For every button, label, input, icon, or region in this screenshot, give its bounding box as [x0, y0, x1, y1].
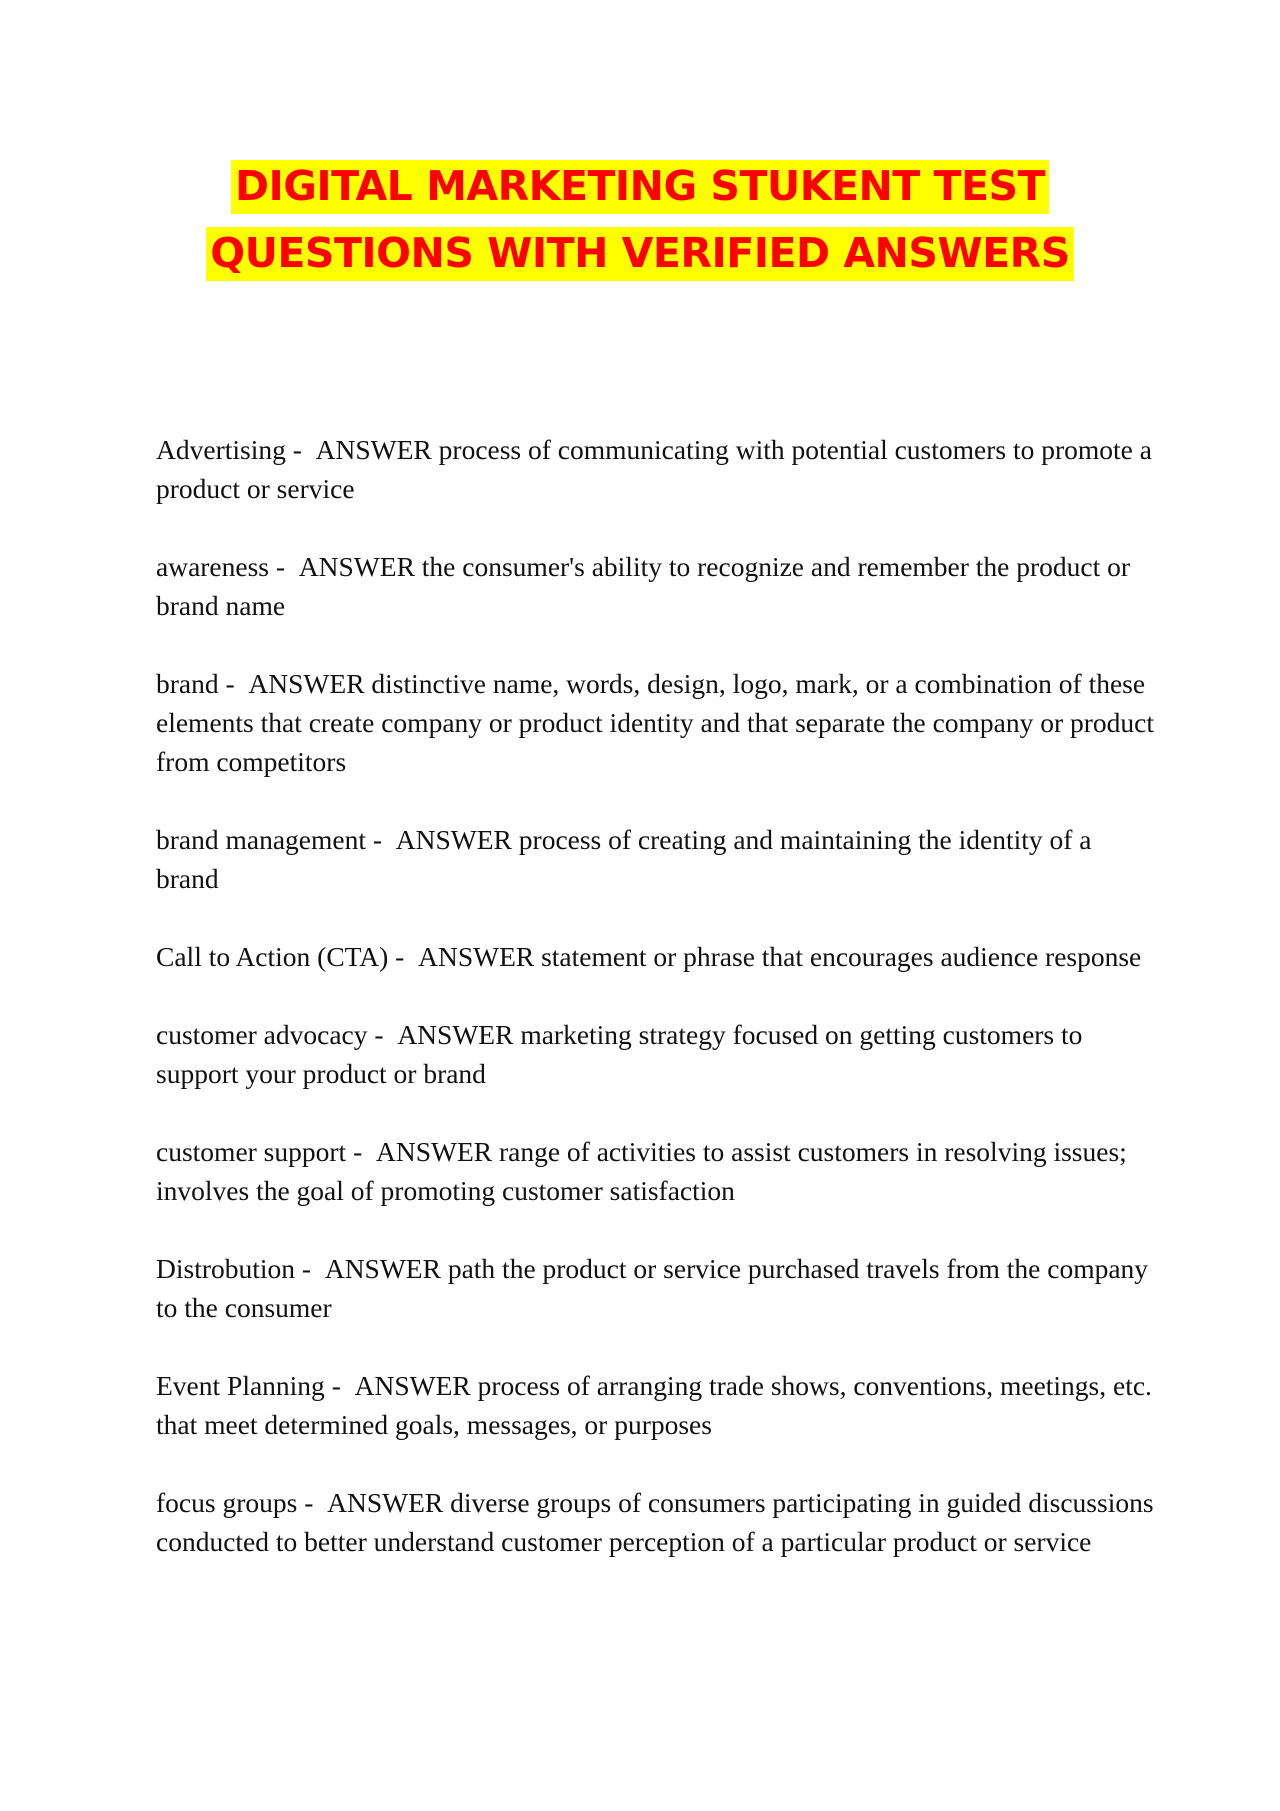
title-line-1: DIGITAL MARKETING STUKENT TEST	[0, 153, 1280, 220]
glossary-entry-event-planning	[156, 1366, 1156, 1444]
entry-definition: process of communicating with potential customers to promote a product or service	[156, 434, 1152, 504]
document-title	[0, 153, 1280, 287]
glossary-entry-call-to-action	[156, 937, 1156, 976]
entry-term: brand -	[156, 668, 248, 699]
answer-keyword: ANSWER	[375, 1136, 493, 1167]
answer-keyword: ANSWER	[248, 668, 365, 699]
entry-definition: the consumer's ability to recognize and remember the product or brand name	[156, 551, 1131, 621]
entry-definition: distinctive name, words, design, logo, mark, or a combination of these elements that create company or product identity and that separate the company or product from competitors	[156, 668, 1155, 777]
entry-term: brand management -	[156, 824, 396, 855]
entry-definition: marketing strategy focused on getting customers to support your product or brand	[156, 1019, 1083, 1089]
glossary-entry-customer-support	[156, 1132, 1156, 1210]
entry-term: awareness -	[156, 551, 299, 582]
answer-keyword: ANSWER	[315, 434, 432, 465]
entry-term: Distrobution -	[156, 1253, 325, 1284]
glossary-list	[156, 430, 1156, 1600]
answer-keyword: ANSWER	[354, 1370, 471, 1401]
entry-definition: range of activities to assist customers in resolving issues; involves the goal of promoting customer satisfaction	[156, 1136, 1127, 1206]
glossary-entry-brand	[156, 664, 1156, 781]
answer-keyword: ANSWER	[298, 551, 415, 582]
answer-keyword: ANSWER	[397, 1019, 514, 1050]
glossary-entry-brand-management	[156, 820, 1156, 898]
title-line-2: QUESTIONS WITH VERIFIED ANSWERS	[0, 220, 1280, 287]
answer-keyword: ANSWER	[418, 941, 535, 972]
glossary-entry-awareness	[156, 547, 1156, 625]
entry-term: Advertising -	[156, 434, 316, 465]
glossary-entry-advertising	[156, 430, 1156, 508]
entry-definition: process of arranging trade shows, conventions, meetings, etc. that meet determined goals, messages, or purposes	[156, 1370, 1152, 1440]
entry-term: customer support -	[156, 1136, 376, 1167]
glossary-entry-distrobution	[156, 1249, 1156, 1327]
entry-definition: statement or phrase that encourages audience response	[541, 941, 1142, 972]
entry-term: Call to Action (CTA) -	[156, 941, 418, 972]
answer-keyword: ANSWER	[395, 824, 512, 855]
answer-keyword: ANSWER	[327, 1487, 444, 1518]
entry-term: Event Planning -	[156, 1370, 355, 1401]
glossary-entry-focus-groups	[156, 1483, 1156, 1561]
entry-definition: diverse groups of consumers participating in guided discussions conducted to better understand customer perception of a particular product or service	[156, 1487, 1154, 1557]
entry-definition: process of creating and maintaining the identity of a brand	[156, 824, 1092, 894]
answer-keyword: ANSWER	[324, 1253, 441, 1284]
entry-term: focus groups -	[156, 1487, 327, 1518]
glossary-entry-customer-advocacy	[156, 1015, 1156, 1093]
entry-definition: path the product or service purchased travels from the company to the consumer	[156, 1253, 1149, 1323]
entry-term: customer advocacy -	[156, 1019, 397, 1050]
